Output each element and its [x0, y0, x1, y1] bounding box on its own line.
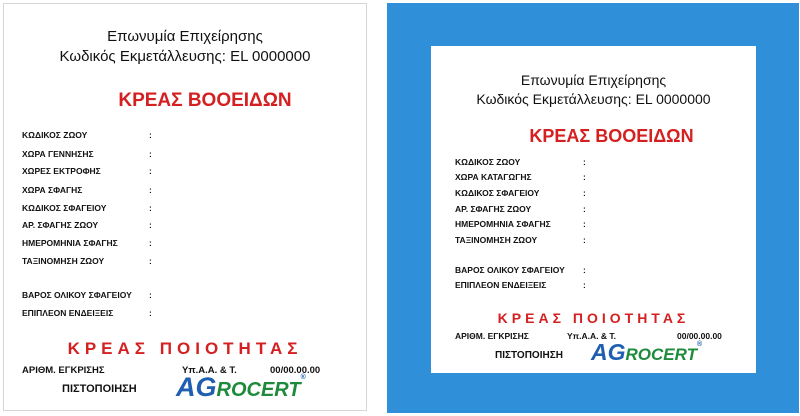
field-label: ΕΠΙΠΛΕΟΝ ΕΝΔΕΙΞΕΙΣ [22, 308, 114, 318]
approval-label: ΑΡΙΘΜ. ΕΓΚΡΙΣΗΣ [22, 365, 105, 376]
approval-number: 00/00.00.00 [677, 331, 722, 341]
label-card-right [387, 3, 799, 413]
field-colon: : [583, 235, 586, 245]
field-colon: : [583, 172, 586, 182]
field-row [455, 157, 586, 170]
field-row [22, 149, 152, 163]
field-row [22, 238, 152, 252]
field-row [22, 256, 152, 270]
field-colon: : [583, 188, 586, 198]
field-label: ΒΑΡΟΣ ΟΛΙΚΟΥ ΣΦΑΓΕΙΟΥ [455, 265, 565, 275]
field-label: ΤΑΞΙΝΟΜΗΣΗ ΖΩΟΥ [455, 235, 538, 245]
label-card-left [3, 3, 367, 411]
field-row [22, 308, 152, 322]
field-row [455, 172, 586, 185]
field-colon: : [149, 185, 152, 195]
field-label: ΚΩΔΙΚΟΣ ΖΩΟΥ [455, 157, 521, 167]
operator-code: Κωδικός Εκμετάλλευσης: EL 0000000 [476, 91, 711, 107]
field-row [22, 220, 152, 234]
field-row [455, 204, 586, 217]
agrocert-logo: AGROCERT® [591, 339, 703, 365]
field-label: ΑΡ. ΣΦΑΓΗΣ ΖΩΟΥ [455, 204, 532, 214]
field-label: ΧΩΡΑ ΚΑΤΑΓΩΓΗΣ [455, 172, 532, 182]
company-name: Επωνυμία Επιχείρησης [107, 28, 263, 45]
field-colon: : [149, 130, 152, 140]
field-label: ΧΩΡΕΣ ΕΚΤΡΟΦΗΣ [22, 166, 101, 176]
quality-heading: ΚΡΕΑΣ ΠΟΙΟΤΗΤΑΣ [67, 339, 303, 358]
field-colon: : [583, 280, 586, 290]
field-label: ΚΩΔΙΚΟΣ ΣΦΑΓΕΙΟΥ [455, 188, 540, 198]
certification-label: ΠΙΣΤΟΠΟΙΗΣΗ [495, 350, 563, 361]
field-label: ΗΜΕΡΟΜΗΝΙΑ ΣΦΑΓΗΣ [22, 238, 118, 248]
field-row [22, 166, 152, 180]
field-colon: : [149, 220, 152, 230]
field-colon: : [149, 203, 152, 213]
field-label: ΗΜΕΡΟΜΗΝΙΑ ΣΦΑΓΗΣ [455, 219, 551, 229]
field-row [455, 280, 586, 293]
field-colon: : [583, 157, 586, 167]
field-row [455, 219, 586, 232]
field-label: ΚΩΔΙΚΟΣ ΣΦΑΓΕΙΟΥ [22, 203, 107, 213]
approval-number: 00/00.00.00 [270, 365, 321, 376]
field-label: ΒΑΡΟΣ ΟΛΙΚΟΥ ΣΦΑΓΕΙΟΥ [22, 290, 132, 300]
field-row [22, 130, 152, 144]
field-label: ΑΡ. ΣΦΑΓΗΣ ΖΩΟΥ [22, 220, 99, 230]
field-row [455, 235, 586, 248]
product-title: ΚΡΕΑΣ ΒΟΟΕΙΔΩΝ [529, 126, 694, 146]
field-label: ΤΑΞΙΝΟΜΗΣΗ ΖΩΟΥ [22, 256, 105, 266]
field-label: ΧΩΡΑ ΓΕΝΝΗΣΗΣ [22, 149, 94, 159]
quality-heading: ΚΡΕΑΣ ΠΟΙΟΤΗΤΑΣ [497, 310, 690, 326]
company-name: Επωνυμία Επιχείρησης [520, 72, 667, 88]
field-label: ΧΩΡΑ ΣΦΑΓΗΣ [22, 185, 83, 195]
field-colon: : [583, 265, 586, 275]
field-row [22, 203, 152, 217]
ministry-label: Υπ.Α.Α. & Τ. [567, 331, 617, 341]
certification-label: ΠΙΣΤΟΠΟΙΗΣΗ [62, 383, 137, 395]
field-row [22, 185, 152, 199]
field-label: ΚΩΔΙΚΟΣ ΖΩΟΥ [22, 130, 88, 140]
approval-label: ΑΡΙΘΜ. ΕΓΚΡΙΣΗΣ [455, 331, 529, 341]
field-row [22, 290, 152, 304]
field-colon: : [583, 204, 586, 214]
field-label: ΕΠΙΠΛΕΟΝ ΕΝΔΕΙΞΕΙΣ [455, 280, 547, 290]
product-title: ΚΡΕΑΣ ΒΟΟΕΙΔΩΝ [118, 90, 292, 111]
field-colon: : [149, 238, 152, 248]
field-colon: : [149, 149, 152, 159]
field-colon: : [149, 290, 152, 300]
field-colon: : [149, 308, 152, 318]
ministry-label: Υπ.Α.Α. & Τ. [182, 365, 237, 376]
field-row [455, 265, 586, 278]
field-colon: : [149, 256, 152, 266]
agrocert-logo: AGROCERT® [176, 372, 306, 402]
label-card-inner [431, 46, 756, 373]
field-row [455, 188, 586, 201]
field-colon: : [583, 219, 586, 229]
field-colon: : [149, 166, 152, 176]
operator-code: Κωδικός Εκμετάλλευσης: EL 0000000 [59, 48, 311, 65]
